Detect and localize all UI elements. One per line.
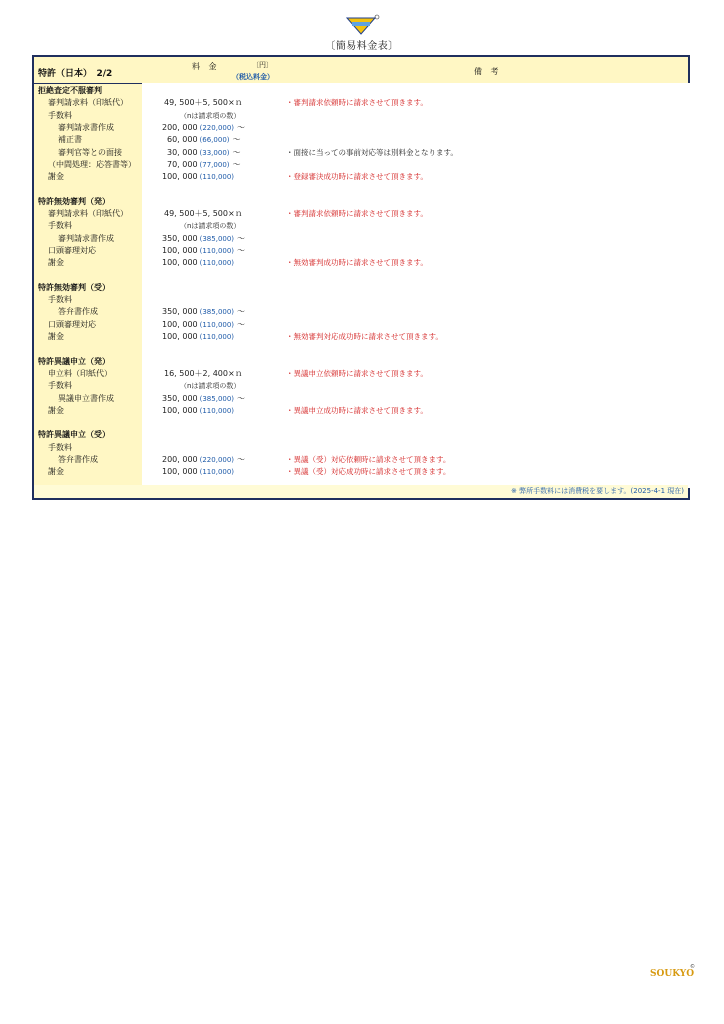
header-unit: 〔円〕	[252, 61, 273, 69]
table-row	[34, 429, 688, 441]
table-header	[34, 57, 688, 84]
row-label: 謝金	[48, 405, 64, 415]
table-row	[34, 97, 688, 109]
amount-value: 49, 500＋5, 500×ｎ	[164, 209, 243, 218]
table-row	[34, 110, 688, 122]
copyright-mark: ©	[690, 964, 695, 970]
row-label: 手数料	[48, 381, 72, 391]
header-fee: 料 金	[192, 62, 220, 71]
amount-value: 100, 000	[162, 258, 198, 268]
tax-inclusive-amount: (220,000)	[199, 456, 235, 464]
table-row	[34, 208, 688, 220]
tax-inclusive-amount: (110,000)	[199, 259, 235, 268]
table-row	[34, 282, 688, 294]
table-row	[34, 294, 688, 306]
row-label: 口頭審理対応	[48, 319, 96, 329]
row-amount	[162, 233, 245, 245]
page-title: 〔簡易料金表〕	[325, 41, 399, 52]
row-note: ・審判請求依頼時に請求させて頂きます。	[286, 98, 428, 108]
table-row	[34, 343, 688, 355]
footer-strip	[34, 485, 688, 498]
amount-value: 100, 000	[162, 467, 198, 477]
row-note: ・面接に当っての事前対応等は別料金となります。	[286, 147, 458, 157]
row-label: 手数料	[48, 295, 72, 305]
row-amount	[162, 306, 245, 318]
table-row	[34, 270, 688, 282]
row-amount	[164, 97, 243, 109]
amount-value: 350, 000	[162, 393, 198, 403]
tilde-mark: 〜	[232, 135, 241, 145]
row-amount	[167, 134, 241, 146]
row-amount	[162, 245, 245, 257]
row-amount	[162, 454, 245, 466]
row-note: ・異議申立依頼時に請求させて頂きます。	[286, 368, 428, 378]
table-row	[34, 233, 688, 245]
table-row	[34, 122, 688, 134]
amount-value: （nは請求項の数）	[180, 382, 241, 391]
table-row	[34, 417, 688, 429]
tax-inclusive-amount: (77,000)	[199, 160, 230, 169]
row-note: ・無効審判対応成功時に請求させて頂きます。	[286, 332, 443, 341]
tilde-mark: 〜	[237, 122, 246, 132]
amount-value: 100, 000	[162, 405, 198, 415]
row-label: （中間処理：応答書等）	[48, 159, 136, 169]
amount-value: 200, 000	[162, 455, 198, 464]
row-label: 審判請求料（印紙代）	[48, 209, 128, 218]
tax-inclusive-amount: (110,000)	[199, 468, 235, 477]
row-label: 審判請求書作成	[58, 122, 114, 132]
tax-inclusive-amount: (220,000)	[199, 123, 235, 132]
tax-inclusive-amount: (110,000)	[199, 406, 235, 415]
table-row	[34, 220, 688, 232]
tilde-mark: 〜	[237, 245, 246, 255]
amount-value: 200, 000	[162, 122, 198, 132]
amount-value: 16, 500＋2, 400×ｎ	[164, 368, 243, 378]
row-label: 答弁書作成	[58, 307, 98, 317]
table-row	[34, 331, 688, 343]
table-row	[34, 319, 688, 331]
row-amount	[162, 466, 234, 478]
amount-value: 350, 000	[162, 233, 198, 243]
header-tax: （税込料金）	[232, 73, 274, 81]
table-row	[34, 159, 688, 171]
amount-value: 100, 000	[162, 332, 198, 341]
table-row	[34, 147, 688, 159]
tax-inclusive-amount: (385,000)	[199, 234, 235, 243]
tax-inclusive-amount: (33,000)	[199, 148, 230, 157]
table-row	[34, 245, 688, 257]
row-amount	[162, 331, 234, 343]
row-label: 申立料（印紙代）	[48, 368, 112, 378]
amount-value: 30, 000	[167, 147, 198, 157]
header-title: 特許（日本） 2/2	[38, 69, 113, 79]
fee-table	[32, 55, 690, 500]
row-amount	[164, 368, 243, 380]
row-label: 審判請求書作成	[58, 233, 114, 243]
tax-inclusive-amount: (66,000)	[199, 136, 230, 145]
tax-inclusive-amount: (385,000)	[199, 308, 235, 317]
table-row	[34, 85, 688, 97]
tax-inclusive-amount: (110,000)	[199, 320, 235, 329]
row-amount	[180, 220, 240, 232]
row-label: 手数料	[48, 110, 72, 120]
amount-value: 60, 000	[167, 135, 198, 145]
tax-inclusive-amount: (110,000)	[199, 173, 235, 182]
amount-value: （nは請求項の数）	[180, 222, 241, 231]
tilde-mark: 〜	[232, 147, 241, 157]
table-row	[34, 454, 688, 466]
tax-inclusive-amount: (110,000)	[199, 246, 235, 255]
tilde-mark: 〜	[237, 319, 246, 329]
soukyo-logo: SOUKYO	[650, 969, 695, 979]
row-amount	[162, 171, 234, 183]
amount-value: 350, 000	[162, 307, 198, 317]
table-row	[34, 380, 688, 392]
tilde-mark: 〜	[237, 307, 246, 317]
row-note: ・異議（受）対応依頼時に請求させて頂きます。	[286, 455, 451, 464]
row-label: 謝金	[48, 467, 64, 477]
row-note: ・異議（受）対応成功時に請求させて頂きます。	[286, 467, 451, 477]
row-label: 異議申立書作成	[58, 393, 114, 403]
table-row	[34, 196, 688, 208]
amount-value: 100, 000	[162, 245, 198, 255]
amount-value: 100, 000	[162, 172, 198, 182]
amount-value: 100, 000	[162, 319, 198, 329]
row-label: 謝金	[48, 332, 64, 341]
row-note: ・審判請求依頼時に請求させて頂きます。	[286, 209, 428, 218]
row-label: 特許異議申立（受）	[38, 430, 110, 440]
table-row	[34, 257, 688, 269]
row-amount	[162, 405, 234, 417]
table-row	[34, 134, 688, 146]
amount-value: 70, 000	[167, 159, 198, 169]
row-label: 口頭審理対応	[48, 245, 96, 255]
table-row	[34, 466, 688, 478]
row-label: 特許無効審判（発）	[38, 196, 110, 206]
row-label: 手数料	[48, 221, 72, 231]
row-amount	[180, 110, 240, 122]
row-amount	[167, 159, 241, 171]
table-row	[34, 368, 688, 380]
row-note: ・無効審判成功時に請求させて頂きます。	[286, 258, 428, 268]
table-row	[34, 393, 688, 405]
row-amount	[162, 257, 234, 269]
row-note: ・登録審決成功時に請求させて頂きます。	[286, 172, 428, 182]
table-row	[34, 306, 688, 318]
footnote: ※ 弊所手数料には消費税を要します。(2025-4-1 現在)	[511, 487, 684, 495]
table-row	[34, 356, 688, 368]
soukyo-logo-emblem	[345, 14, 381, 36]
tilde-mark: 〜	[237, 455, 246, 464]
header-notes: 備 考	[474, 67, 502, 76]
row-amount	[164, 208, 243, 220]
table-row	[34, 405, 688, 417]
row-label: 謝金	[48, 258, 64, 268]
row-label: 謝金	[48, 172, 64, 182]
row-amount	[162, 319, 245, 331]
row-label: 答弁書作成	[58, 455, 98, 464]
row-label: 特許無効審判（受）	[38, 282, 110, 292]
amount-value: （nは請求項の数）	[180, 111, 241, 120]
table-row	[34, 171, 688, 183]
table-row	[34, 442, 688, 454]
row-label: 審判官等との面接	[58, 147, 122, 157]
row-label: 特許異議申立（発）	[38, 356, 110, 366]
table-row	[34, 183, 688, 195]
row-amount	[162, 393, 245, 405]
amount-value: 49, 500＋5, 500×ｎ	[164, 98, 243, 108]
tilde-mark: 〜	[232, 159, 241, 169]
row-amount	[162, 122, 245, 134]
row-amount	[167, 147, 241, 159]
tax-inclusive-amount: (385,000)	[199, 394, 235, 403]
row-label: 手数料	[48, 442, 72, 452]
row-label: 拒絶査定不服審判	[38, 86, 102, 95]
row-label: 補正書	[58, 135, 82, 145]
tilde-mark: 〜	[237, 393, 246, 403]
tax-inclusive-amount: (110,000)	[199, 333, 235, 341]
row-label: 審判請求料（印紙代）	[48, 98, 128, 108]
tilde-mark: 〜	[237, 233, 246, 243]
row-amount	[180, 380, 240, 392]
row-note: ・異議申立成功時に請求させて頂きます。	[286, 405, 428, 415]
